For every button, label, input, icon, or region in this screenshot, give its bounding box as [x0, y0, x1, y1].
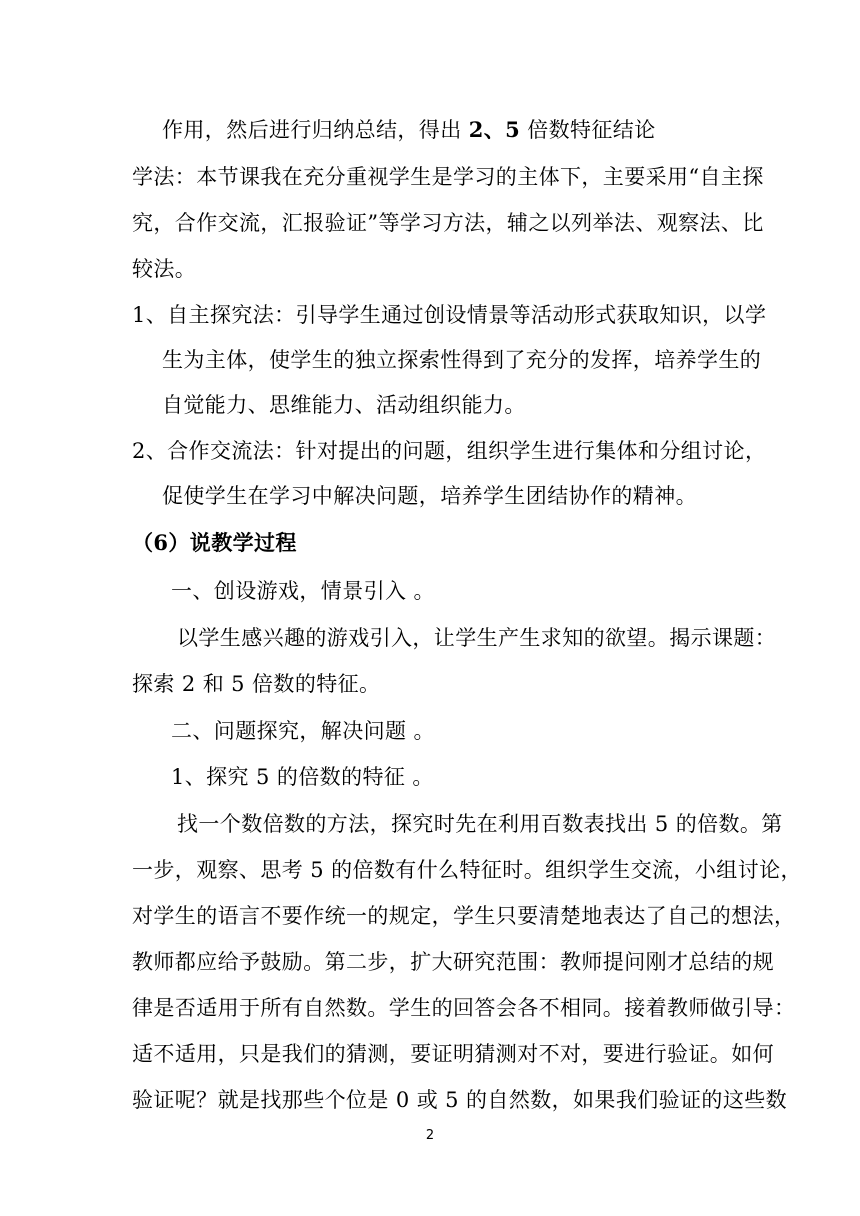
list-item: 1、自主探究法：引导学生通过创设情景等活动形式获取知识，以学 [132, 303, 767, 327]
subsection-heading: 一、创设游戏，情景引入 。 [171, 579, 435, 603]
text-line: 自觉能力、思维能力、活动组织能力。 [162, 393, 526, 417]
subsection-heading: 二、问题探究，解决问题 。 [171, 719, 435, 743]
text-line: 找一个数倍数的方法，探究时先在利用百数表找出 5 的倍数。第 [177, 812, 783, 836]
section-heading: （6）说教学过程 [132, 530, 297, 555]
text-line: 适不适用，只是我们的猜测，要证明猜测对不对，要进行验证。如何 [132, 1042, 774, 1066]
subsection-heading: 1、探究 5 的倍数的特征 。 [171, 765, 434, 789]
text-line: 律是否适用于所有自然数。学生的回答会各不相同。接着教师做引导： [132, 996, 796, 1020]
text-line: 对学生的语言不要作统一的规定，学生只要清楚地表达了自己的想法， [132, 904, 796, 928]
text-line: 验证呢？就是找那些个位是 0 或 5 的自然数，如果我们验证的这些数 [132, 1088, 788, 1112]
text-line: 促使学生在学习中解决问题，培养学生团结协作的精神。 [162, 484, 697, 508]
list-item: 2、合作交流法：针对提出的问题，组织学生进行集体和分组讨论， [132, 439, 767, 463]
bold-number: 2、5 [468, 117, 521, 142]
text-line: 究，合作交流，汇报验证”等学习方法，辅之以列举法、观察法、比 [132, 211, 764, 235]
text-segment: 倍数特征结论 [520, 118, 656, 142]
page-number: 2 [425, 1128, 435, 1143]
text-line: 探索 2 和 5 倍数的特征。 [132, 672, 381, 696]
text-line: 学法：本节课我在充分重视学生是学习的主体下，主要采用“自主探 [132, 165, 764, 189]
text-line: 教师都应给予鼓励。第二步，扩大研究范围：教师提问刚才总结的规 [132, 950, 774, 974]
text-line: 一步，观察、思考 5 的倍数有什么特征时。组织学生交流，小组讨论， [132, 858, 802, 882]
text-line: 以学生感兴趣的游戏引入，让学生产生求知的欲望。揭示课题： [177, 626, 777, 650]
text-line [162, 117, 656, 143]
text-line: 较法。 [132, 257, 197, 281]
text-line: 生为主体，使学生的独立探索性得到了充分的发挥，培养学生的 [162, 348, 762, 372]
text-segment: 作用，然后进行归纳总结，得出 [162, 118, 469, 142]
